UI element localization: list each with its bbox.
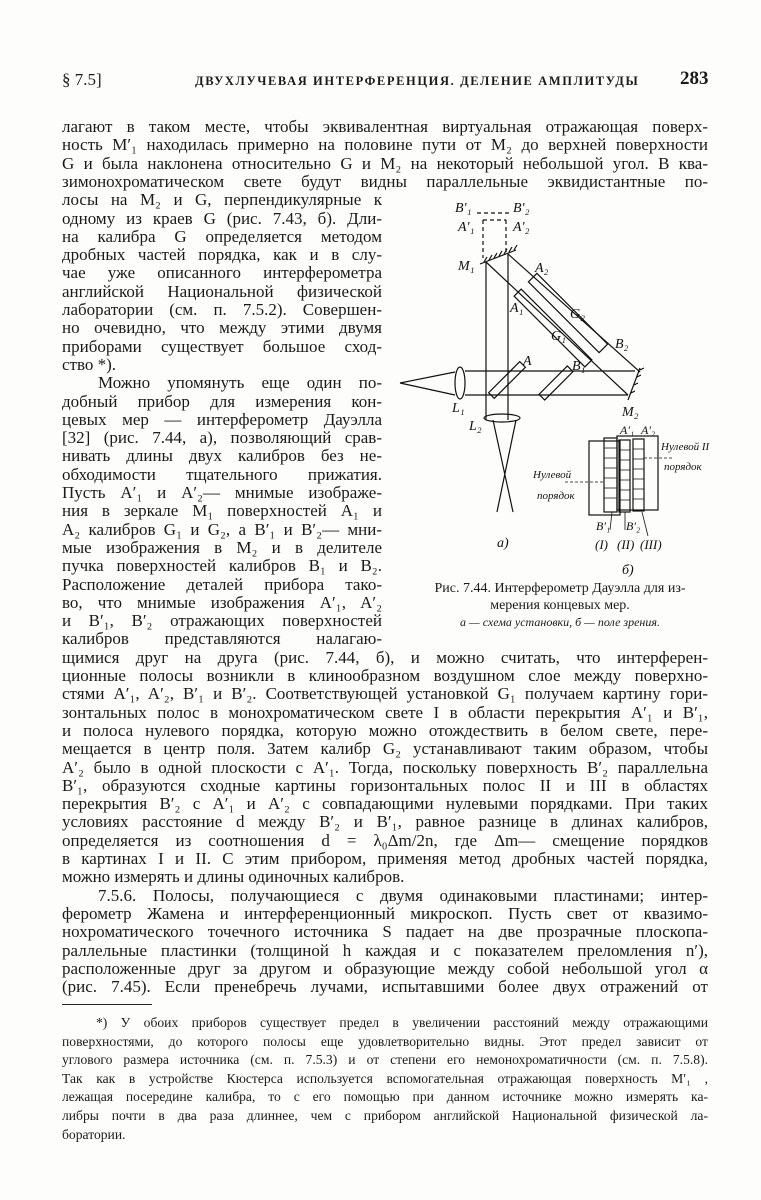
label-zero-order-right-1: Нулевой II (661, 441, 710, 453)
text-line: нохроматического точечного источника S падает на две прозрачные плоскопа- (62, 922, 708, 942)
text-line: определяется из соотношения d = λ₀Δm/2n, где Δm— смещение порядков (62, 830, 708, 850)
beam-splitter (489, 362, 526, 399)
text-line: зимонохроматическом свете будут видны параллельные эквидистантные по- (62, 171, 708, 191)
text-line: лаборатории (см. п. 7.5.2). Совершен- (62, 300, 382, 319)
figure-7-44-dowell-interferometer (390, 190, 735, 590)
field-of-view-panel (565, 436, 672, 536)
text-line: в картинах I и II. С этим прибором, применяя метод дробных частей порядка, (62, 849, 708, 868)
text-line: можно измерять и длины одиночных калибров. (62, 867, 405, 887)
text-line: чае уже описанного интерферометра (62, 263, 382, 283)
label-b-b1-prime: B′₁ (596, 519, 611, 533)
label-splitter: A (523, 354, 532, 369)
text-line: [32] (рис. 7.44, а), позволяющий срав- (62, 428, 382, 448)
text-line: приборами существует большое сход- (62, 336, 382, 356)
label-region-ii: (II) (617, 537, 635, 552)
text-line: и B′₁, B′₂ отражающих поверхностей (62, 611, 382, 631)
mirror-m2 (628, 368, 644, 400)
text-line: ство *). (62, 354, 117, 374)
footnote-line: либры почти в два раза длиннее, чем с прибором английской Национальной физической ла- (62, 1108, 708, 1123)
text-line: английской Национальной физической (62, 281, 382, 301)
label-panel-a: а) (497, 536, 509, 551)
label-a2: A₂ (535, 261, 549, 276)
output-rays (493, 420, 516, 512)
text-line: добный прибор для измерения кон- (62, 391, 382, 411)
text-line: ность M′₁ находилась примерно на половине пути от M₂ до верхней поверхности (62, 135, 708, 155)
text-line: зонтальных полос в монохроматическом свете I в области перекрытия A′₁ и B′₁, (62, 702, 708, 722)
text-line: нивать длины двух калибров без не- (62, 446, 382, 466)
label-a2-prime: A′₂ (513, 220, 530, 235)
text-line: мые изображения в M₂ и в делителе (62, 537, 382, 557)
text-line: ния в зеркале M₁ поверхностей A₁ и (62, 501, 382, 521)
text-line: B′₁, образуются сходные картины горизонтальных полос II и III в областях (62, 775, 708, 795)
page-number: 283 (680, 68, 709, 89)
footnote-line: поверхностями, до которого полосы еще удовлетворительно видны. Этот предел зависит от (62, 1033, 708, 1049)
text-line: Можно упомянуть еще один по- (98, 373, 382, 393)
text-line: обходимости тщательного прижатия. (62, 464, 382, 484)
text-line: одному из краев G (рис. 7.43, б). Дли- (62, 208, 382, 228)
label-zero-order-left-1: Нулевой (533, 469, 572, 481)
text-line: дробных частей порядка, как и в слу- (62, 245, 382, 265)
label-g2: G₂ (570, 307, 585, 322)
text-line: ферометр Жамена и интерференционный микроскоп. Пусть свет от квазимо- (62, 903, 708, 923)
text-line: лагают в таком месте, чтобы эквивалентная виртуальная отражающая поверх- (62, 117, 708, 136)
label-l1: L₁ (452, 401, 465, 416)
text-line: перекрытия B′₂ с A′₁ и A′₂ с совпадающими нулевыми порядками. При таких (62, 794, 708, 814)
label-region-i: (I) (595, 537, 608, 552)
text-line: Пусть A′₁ и A′₂— мнимые изображе- (62, 483, 382, 502)
footnote-divider (62, 1004, 152, 1005)
label-panel-b: б) (622, 563, 634, 578)
label-b-b2-prime: B′₂ (626, 519, 641, 533)
footnote-line: Так как в устройстве Кюстерса используется вспомогательная отражающая поверхность M′₁ , (62, 1070, 708, 1086)
footnote-line: лежащая посередине калибра, то с его помощью при данном источнике можно измерять ка- (62, 1089, 708, 1105)
label-b1: B₁ (572, 359, 586, 374)
text-line: (рис. 7.45). Если пренебречь лучами, испытавшими более двух отражений от (62, 977, 708, 997)
ray-paths (400, 254, 640, 420)
text-line: лосы на M₂ и G, перпендикулярные к (62, 190, 382, 210)
text-line: условиях расстояние d между B′₂ и B′₁, равное разнице в длинах калибров, (62, 812, 708, 832)
figure-caption-legend: а — схема установки, б — поле зрения. (460, 615, 660, 629)
label-m2: M₂ (622, 405, 639, 420)
section-number: § 7.5] (62, 70, 102, 89)
text-line: мещается в центр поля. Затем калибр G₂ устанавливают таким образом, чтобы (62, 739, 708, 759)
text-line: но очевидно, что между этими двумя (62, 318, 382, 338)
text-line: и полоса нулевого порядка, которую можно отождествить в белом свете, пере- (62, 720, 708, 740)
footnote-line: боратории. (62, 1126, 126, 1142)
label-zero-order-left-2: порядок (537, 490, 575, 502)
label-l2: L₂ (469, 419, 482, 434)
label-b2: B₂ (615, 337, 629, 352)
figure-caption-title-cont: мерения концевых мер. (490, 598, 630, 613)
text-line: расположенные друг за другом и образующие между собой небольшой угол α (62, 958, 708, 978)
text-line: на калибра G определяется методом (62, 226, 382, 246)
label-b-a2-prime: A′₂ (641, 423, 656, 437)
virtual-image-lines (477, 213, 512, 258)
footnote-line: углового размера источника (см. п. 7.5.3) и от степени его немонохроматичности (см. п. 7.5.8). (62, 1052, 708, 1068)
text-line: Расположение деталей прибора тако- (62, 574, 382, 594)
label-region-iii: (III) (640, 537, 662, 552)
label-a1-prime: A′₁ (458, 220, 475, 235)
text-line: цевых мер — интерферометр Дауэлла (62, 409, 382, 429)
text-line: щимися друг на друга (рис. 7.44, б), и можно считать, что интерферен- (62, 647, 708, 667)
text-line: ционные полосы возникли в клинообразном воздушном слое между поверхно- (62, 666, 708, 685)
footnote-line: *) У обоих приборов существует предел в увеличении расстояний между отражающими (96, 1015, 708, 1030)
label-b-a1-prime: A′₁ (620, 423, 635, 437)
label-g1: G₁ (551, 329, 566, 344)
text-line: стями A′₁, A′₂, B′₁ и B′₂. Соответствующей установкой G₁ получаем картину гори- (62, 684, 708, 704)
text-line: пучка поверхностей калибров B₁ и B₂. (62, 556, 382, 576)
label-zero-order-right-2: порядок (664, 461, 702, 473)
text-line: раллельные пластинки (толщиной h каждая и с показателем преломления n′), (62, 940, 708, 960)
figure-caption-title: Рис. 7.44. Интерферометр Дауэлла для из- (434, 581, 686, 596)
lens-l2 (484, 414, 520, 422)
section-heading-line: 7.5.6. Полосы, получающиеся с двумя одинаковыми пластинами; интер- (98, 885, 708, 905)
label-a1: A₁ (510, 301, 524, 316)
text-line: A′₂ было в одной плоскости с A′₁. Тогда, поскольку поверхность B′₂ параллельна (62, 757, 708, 777)
label-b1-prime: B′₁ (455, 201, 472, 216)
running-header-title: ДВУХЛУЧЕВАЯ ИНТЕРФЕРЕНЦИЯ. ДЕЛЕНИЕ АМПЛИТУДЫ (195, 74, 640, 88)
text-line: во, что мнимые изображения A′₁, A′₂ (62, 592, 382, 612)
label-b2-prime: B′₂ (513, 201, 530, 216)
mirror-m1 (480, 245, 517, 264)
text-line: G и была наклонена относительно G и M₂ на некоторый небольшой угол. В ква- (62, 153, 708, 173)
label-m1: M₁ (458, 259, 475, 274)
text-line: калибров представляются налагаю- (62, 629, 382, 649)
text-line: A₂ калибров G₁ и G₂, а B′₁ и B′₂— мни- (62, 519, 382, 539)
lens-l1 (455, 367, 465, 399)
